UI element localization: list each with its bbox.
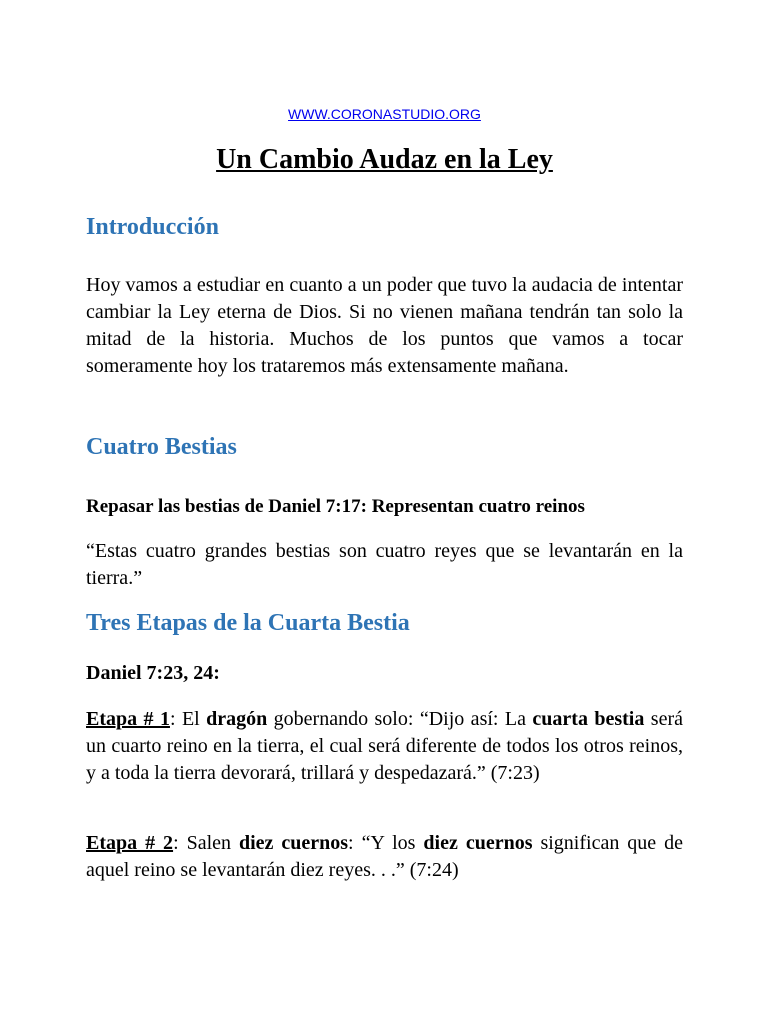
stage-1-text-b: será un cuarto reino en la tierra, el cual será diferente de todos los otros reinos, y a toda la tierra devorará, trillará y despedazará.” (7:23) [86,708,683,784]
stage-1-term-dragon: dragón [206,708,268,730]
intro-heading: Introducción [86,214,219,240]
stage-1-label: Etapa # 1 [86,708,170,730]
stage-2-term-horns-2: diez cuernos [423,832,533,854]
stage-1-paragraph [86,706,683,787]
site-link[interactable]: WWW.CORONASTUDIO.ORG [288,106,481,122]
stage-2-term-horns: diez cuernos [238,832,349,854]
stage-2-text-a: : “Y los [348,832,424,854]
beasts-quote: “Estas cuatro grandes bestias son cuatro reyes que se levantarán en la tierra.” [86,540,683,589]
beasts-heading: Cuatro Bestias [86,434,237,460]
stage-2-label: Etapa # 2 [86,832,174,854]
intro-paragraph: Hoy vamos a estudiar en cuanto a un poder que tuvo la audacia de intentar cambiar la Ley eterna de Dios. Si no vienen mañana tendrán tan solo la mitad de la historia. Muchos de los puntos que vamos a tocar someramente hoy los trataremos más extensamente mañana. [86,274,683,377]
beasts-subheading: Repasar las bestias de Daniel 7:17: Representan cuatro reinos [86,496,585,517]
document-title: Un Cambio Audaz en la Ley [216,144,553,175]
stage-1-term-beast: cuarta bestia [532,708,645,730]
stage-2-text-b: significan que de aquel reino se levantarán diez reyes. . .” (7:24) [86,832,683,881]
stage-2-intro: : Salen [173,832,239,854]
stage-1-intro: : El [169,708,207,730]
stage-1-text-a: gobernando solo: “Dijo así: La [267,708,533,730]
stages-reference: Daniel 7:23, 24: [86,662,220,684]
stage-2-paragraph [86,830,683,884]
stages-heading: Tres Etapas de la Cuarta Bestia [86,610,410,636]
